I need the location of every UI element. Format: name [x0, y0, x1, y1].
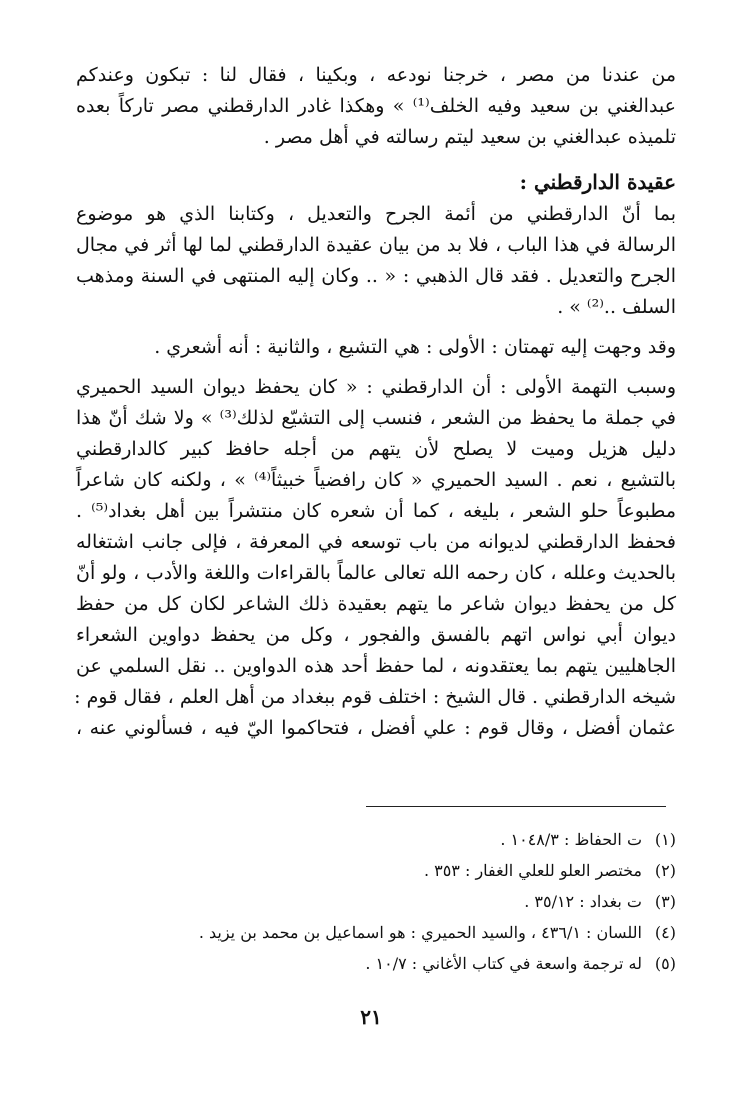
text-line: السلف ..⁽²⁾ » .: [557, 296, 676, 318]
footnote-number: (٥): [654, 954, 676, 973]
main-text: [76, 60, 676, 744]
text-line: دليل هزيل وميت لا يصلح لأن يتهم من أجله حافظ كبير كالدارقطني: [76, 438, 676, 460]
footnote-text: ت الحفاظ : ١٠٤٨/٣ .: [500, 830, 642, 849]
footnote: [76, 855, 676, 886]
text-line: كل من يحفظ ديوان شاعر ما يتهم بعقيدة ذلك الشاعر لكان كل من حفظ: [76, 593, 676, 615]
text-line: من عندنا من مصر ، خرجنا نودعه ، وبكينا ، فقال لنا : تبكون وعندكم: [76, 64, 676, 86]
footnote-number: (٣): [654, 892, 676, 911]
text-line: الرسالة في هذا الباب ، فلا بد من بيان عقيدة الدارقطني لما لها أثر في مجال: [76, 234, 676, 256]
section-heading: عقيدة الدارقطني :: [519, 170, 676, 194]
footnote-text: له ترجمة واسعة في كتاب الأغاني : ١٠/٧ .: [365, 954, 642, 973]
text-line: الجاهليين يتهم بما يعتقدونه ، لما حفظ أحد هذه الدواوين .. نقل السلمي عن: [76, 655, 676, 677]
page-number: ٢١: [360, 1005, 382, 1029]
text-line: في جملة ما يحفظ من الشعر ، فنسب إلى التشيّع لذلك⁽³⁾ » ولا شك أنّ هذا: [76, 407, 677, 429]
text-line: الجرح والتعديل . فقد قال الذهبي : « .. وكان إليه المنتهى في السنة ومذهب: [76, 265, 676, 287]
text-line: عثمان أفضل ، وقال قوم : علي أفضل ، فتحاكموا اليّ فيه ، فسألوني عنه ،: [76, 717, 676, 739]
text-line: بالحديث وعلله ، كان رحمه الله تعالى عالماً بالقراءات واللغة والأدب ، ولو أنّ: [76, 562, 676, 584]
text-line: فحفظ الدارقطني لديوانه من باب توسعه في المعرفة ، فإلى جانب اشتغاله: [76, 531, 676, 553]
text-line: وقد وجهت إليه تهمتان : الأولى : هي التشيع ، والثانية : أنه أشعري .: [154, 336, 676, 358]
footnote-text: مختصر العلو للعلي الغفار : ٣٥٣ .: [423, 861, 642, 880]
footnote-text: ت بغداد : ٣٥/١٢ .: [524, 892, 642, 911]
footnotes: [76, 824, 676, 979]
footnote-number: (١): [654, 830, 676, 849]
footnote-number: (٢): [654, 861, 676, 880]
footnote-text: اللسان : ٤٣٦/١ ، والسيد الحميري : هو اسماعيل بن محمد بن يزيد .: [198, 923, 642, 942]
footnote: [76, 948, 676, 979]
text-line: تلميذه عبدالغني بن سعيد ليتم رسالته في أهل مصر .: [263, 126, 676, 148]
footnote: [76, 824, 676, 855]
text-line: مطبوعاً حلو الشعر ، بليغه ، كما أن شعره كان منتشراً بين أهل بغداد⁽⁵⁾ .: [76, 500, 677, 522]
text-line: وسبب التهمة الأولى : أن الدارقطني : « كان يحفظ ديوان السيد الحميري: [76, 376, 676, 398]
text-line: عبدالغني بن سعيد وفيه الخلف⁽¹⁾ » وهكذا غادر الدارقطني مصر تاركاً بعده: [76, 95, 676, 117]
footnote: [76, 886, 676, 917]
text-line: بالتشيع ، نعم . السيد الحميري « كان رافضياً خبيثاً⁽⁴⁾ » ، ولكنه كان شاعراً: [76, 469, 676, 491]
text-line: ديوان أبي نواس اتهم بالفسق والفجور ، وكل من يحفظ دواوين الشعراء: [76, 624, 676, 646]
text-line: شيخه الدارقطني . قال الشيخ : اختلف قوم ببغداد من أهل العلم ، فقال قوم :: [74, 686, 676, 708]
footnote-number: (٤): [654, 923, 676, 942]
text-line: بما أنّ الدارقطني من أئمة الجرح والتعديل ، وكتابنا الذي هو موضوع: [76, 203, 676, 225]
footnote: [76, 917, 676, 948]
footnote-divider: [366, 806, 666, 807]
